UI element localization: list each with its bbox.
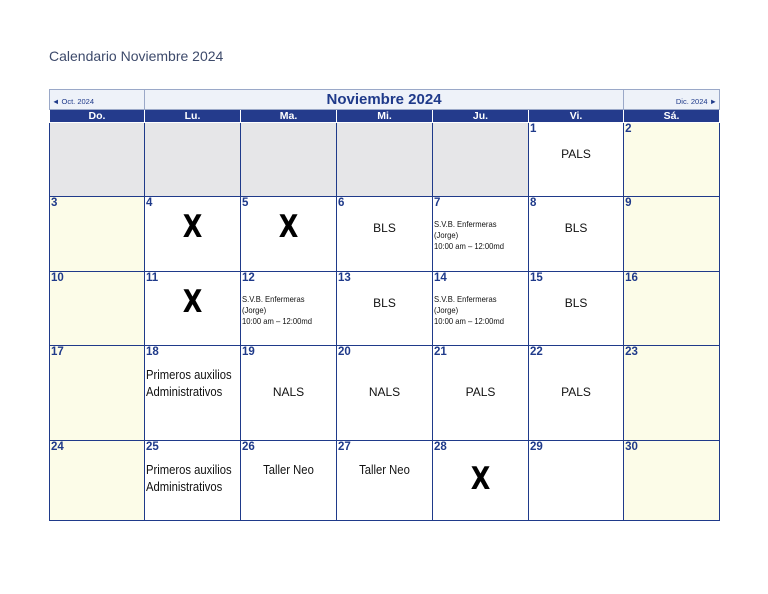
calendar-week-row	[50, 123, 720, 197]
cancelled-mark: X	[470, 461, 491, 497]
day-cell-28[interactable]	[433, 441, 529, 521]
day-cell-2[interactable]	[624, 123, 720, 197]
day-number: 23	[625, 346, 638, 358]
calendar-week-row	[50, 346, 720, 441]
day-number: 1	[530, 123, 537, 135]
day-number: 4	[146, 197, 153, 209]
day-cell-6[interactable]	[337, 197, 433, 272]
day-number: 9	[625, 197, 632, 209]
event-time: 10:00 am – 12:00md	[434, 316, 505, 326]
day-cell-18[interactable]	[145, 346, 241, 441]
day-number: 15	[530, 272, 543, 284]
event-time: 10:00 am – 12:00md	[242, 316, 313, 326]
calendar-week-row	[50, 441, 720, 521]
calendar-week-row	[50, 272, 720, 346]
day-number: 6	[338, 197, 345, 209]
cancelled-mark: X	[278, 209, 299, 245]
event-label: PALS	[561, 147, 591, 161]
day-number: 24	[51, 441, 64, 453]
day-number: 25	[146, 441, 159, 453]
calendar-nav-row	[50, 90, 720, 110]
next-month-link[interactable]: Dic. 2024 ►	[675, 96, 718, 106]
day-cell-13[interactable]	[337, 272, 433, 346]
day-cell-1[interactable]	[529, 123, 624, 197]
event-title: Primeros auxilios	[146, 463, 232, 477]
empty-day-cell	[337, 123, 433, 197]
weekday-header: Lu.	[145, 110, 241, 123]
day-cell-14[interactable]	[433, 272, 529, 346]
prev-month-link[interactable]: ◄ Oct. 2024	[52, 96, 95, 106]
event-details	[434, 219, 519, 252]
event-label: PALS	[465, 385, 496, 399]
nav-prev-cell[interactable]	[50, 90, 145, 110]
day-cell-3[interactable]	[50, 197, 145, 272]
empty-day-cell	[145, 123, 241, 197]
day-cell-26[interactable]	[241, 441, 337, 521]
weekday-header: Mi.	[337, 110, 433, 123]
day-number: 2	[625, 123, 632, 135]
nav-next-cell[interactable]	[624, 90, 720, 110]
cancelled-mark: X	[182, 209, 203, 245]
day-number: 11	[146, 272, 159, 284]
weekday-header: Ju.	[433, 110, 529, 123]
cancelled-mark: X	[182, 284, 203, 320]
event-audience: Administrativos	[146, 480, 223, 494]
day-cell-5[interactable]	[241, 197, 337, 272]
day-number: 22	[530, 346, 543, 358]
day-cell-16[interactable]	[624, 272, 720, 346]
calendar-grid	[49, 89, 720, 521]
event-instructor: (Jorge)	[434, 305, 459, 315]
event-time: 10:00 am – 12:00md	[434, 241, 505, 251]
page-title: Calendario Noviembre 2024	[49, 48, 224, 64]
day-cell-21[interactable]	[433, 346, 529, 441]
day-cell-29[interactable]	[529, 441, 624, 521]
event-label: BLS	[373, 221, 396, 235]
event-details	[242, 294, 327, 327]
day-number: 28	[434, 441, 447, 453]
day-cell-9[interactable]	[624, 197, 720, 272]
day-number: 10	[51, 272, 64, 284]
day-cell-8[interactable]	[529, 197, 624, 272]
event-label: BLS	[564, 221, 588, 235]
month-title: Noviembre 2024	[145, 90, 624, 110]
empty-day-cell	[241, 123, 337, 197]
day-number: 18	[146, 346, 159, 358]
day-cell-11[interactable]	[145, 272, 241, 346]
day-cell-20[interactable]	[337, 346, 433, 441]
day-cell-22[interactable]	[529, 346, 624, 441]
event-label: Taller Neo	[359, 463, 410, 477]
event-label: BLS	[373, 296, 396, 310]
weekday-header-row	[50, 110, 720, 123]
day-number: 27	[338, 441, 351, 453]
day-cell-4[interactable]	[145, 197, 241, 272]
empty-day-cell	[433, 123, 529, 197]
day-number: 30	[625, 441, 638, 453]
event-label: BLS	[564, 296, 588, 310]
weekday-header: Ma.	[241, 110, 337, 123]
event-instructor: (Jorge)	[242, 305, 267, 315]
day-cell-27[interactable]	[337, 441, 433, 521]
day-number: 13	[338, 272, 351, 284]
day-number: 17	[51, 346, 64, 358]
event-title: S.V.B. Enfermeras	[242, 294, 305, 304]
day-number: 29	[530, 441, 543, 453]
day-number: 12	[242, 272, 255, 284]
day-number: 26	[242, 441, 255, 453]
day-number: 16	[625, 272, 638, 284]
day-cell-15[interactable]	[529, 272, 624, 346]
day-number: 19	[242, 346, 255, 358]
day-cell-30[interactable]	[624, 441, 720, 521]
day-number: 8	[530, 197, 537, 209]
day-cell-23[interactable]	[624, 346, 720, 441]
weekday-header: Vi.	[529, 110, 624, 123]
event-details	[146, 367, 231, 401]
event-details	[146, 462, 231, 496]
event-instructor: (Jorge)	[434, 230, 459, 240]
day-cell-12[interactable]	[241, 272, 337, 346]
day-cell-10[interactable]	[50, 272, 145, 346]
empty-day-cell	[50, 123, 145, 197]
event-details	[434, 294, 519, 327]
day-number: 3	[51, 197, 58, 209]
event-label: NALS	[368, 385, 401, 399]
day-cell-7[interactable]	[433, 197, 529, 272]
event-title: Primeros auxilios	[146, 368, 232, 382]
day-number: 7	[434, 197, 441, 209]
day-cell-19[interactable]	[241, 346, 337, 441]
day-number: 5	[242, 197, 249, 209]
calendar-week-row	[50, 197, 720, 272]
day-number: 20	[338, 346, 351, 358]
event-title: S.V.B. Enfermeras	[434, 219, 497, 229]
weekday-header: Sá.	[624, 110, 720, 123]
day-number: 14	[434, 272, 447, 284]
event-audience: Administrativos	[146, 385, 223, 399]
event-label: Taller Neo	[263, 463, 314, 477]
day-cell-17[interactable]	[50, 346, 145, 441]
event-title: S.V.B. Enfermeras	[434, 294, 497, 304]
day-cell-25[interactable]	[145, 441, 241, 521]
event-label: PALS	[561, 385, 591, 399]
day-number: 21	[434, 346, 447, 358]
event-label: NALS	[272, 385, 305, 399]
weekday-header: Do.	[50, 110, 145, 123]
day-cell-24[interactable]	[50, 441, 145, 521]
